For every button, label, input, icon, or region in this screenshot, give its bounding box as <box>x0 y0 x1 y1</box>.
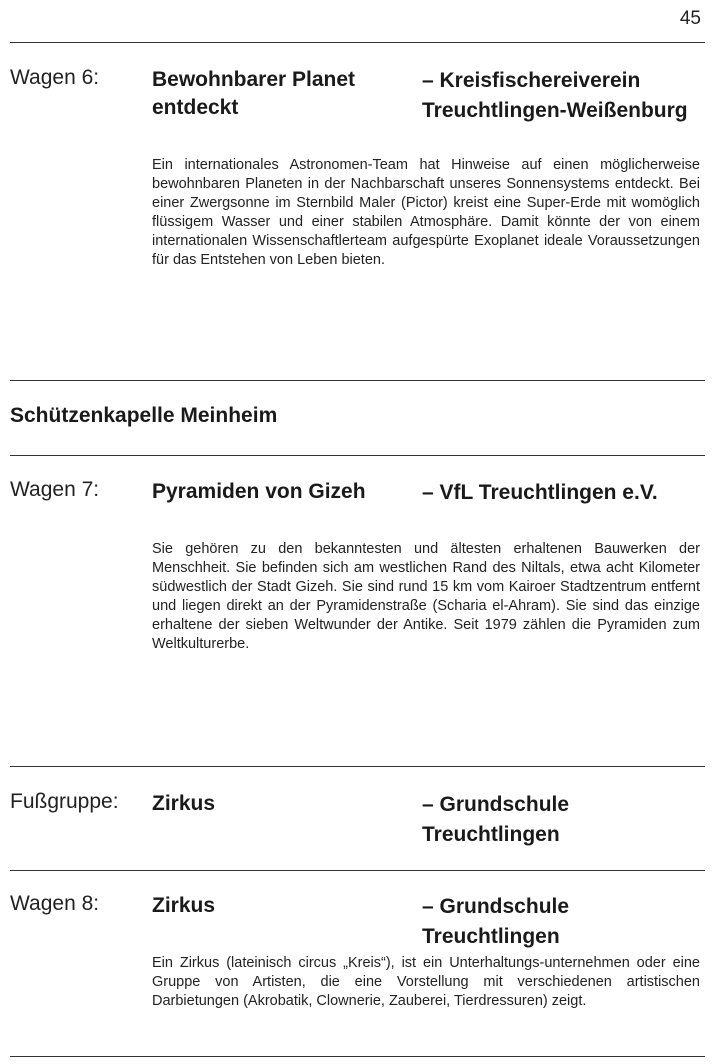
entry-description: Sie gehören zu den bekanntesten und ältesten erhaltenen Bauwerken der Menschheit. Sie befinden sich am westlichen Rand des Niltals, etwa acht Kilometer südwestlich der Stadt Gizeh. Sie sind rund 15 km vom Kairoer Stadtzentrum entfernt und liegen direkt an der Pyramidenstraße (Scharia el-Ahram). Sie sind das einzige erhaltene der sieben Weltwunder der Antike. Seit 1979 zählen die Pyramiden zum Weltkulturerbe. <box>152 541 700 652</box>
divider <box>10 1056 705 1057</box>
entry-label: Wagen 7: <box>10 478 100 501</box>
entry-label: Fußgruppe: <box>10 790 119 813</box>
entry-description: Ein Zirkus (lateinisch circus „Kreis“), ist ein Unterhaltungs-unternehmen oder eine Gruppe von Artisten, die eine Vorstellung mit verschiedenen artistischen Darbietungen (Akrobatik, Clownerie, Zauberei, Tierdressuren) zeigt. <box>152 955 700 1009</box>
entry-title: Pyramiden von Gizeh <box>152 480 366 503</box>
entry-title: Zirkus <box>152 894 216 917</box>
entry-group: – Grundschule Treuchtlingen <box>422 895 570 948</box>
band-name: Schützenkapelle Meinheim <box>10 404 278 427</box>
divider <box>10 455 705 456</box>
page-number: 45 <box>679 8 701 29</box>
entry-title: Bewohnbarer Planet entdeckt <box>152 68 356 119</box>
entry-label: Wagen 6: <box>10 66 100 89</box>
entry-group: – VfL Treuchtlingen e.V. <box>422 481 658 504</box>
divider <box>10 766 705 767</box>
divider <box>10 380 705 381</box>
divider <box>10 42 705 43</box>
divider <box>10 870 705 871</box>
entry-label: Wagen 8: <box>10 892 100 915</box>
entry-title: Zirkus <box>152 792 216 815</box>
entry-group: – Grundschule Treuchtlingen <box>422 793 570 846</box>
entry-group: – Kreisfischereiverein Treuchtlingen-Weißenburg <box>422 69 688 122</box>
entry-description: Ein internationales Astronomen-Team hat Hinweise auf einen möglicherweise bewohnbaren Planeten in der Nachbarschaft unseres Sonnensystems entdeckt. Bei einer Zwergsonne im Sternbild Maler (Pictor) kreist eine Super-Erde mit womöglich flüssigem Wasser und einer stabilen Atmosphäre. Damit könnte der von einem internationalen Wissenschaftlerteam aufgespürte Exoplanet ideale Voraussetzungen für das Entstehen von Leben bieten. <box>152 157 700 268</box>
